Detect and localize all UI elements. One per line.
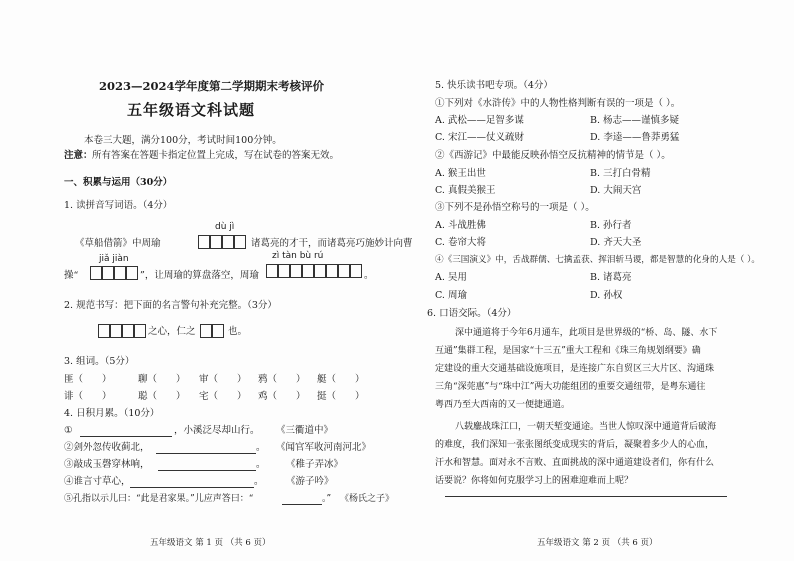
q6-passage-line: 的难度，我们深知一张张图纸变成现实的背后，凝聚着多少人的心血， [435, 440, 715, 450]
q1-line2-b: ”，让周瑜的算盘落空，周瑜 [140, 270, 259, 281]
q6-passage-line: 汗水和智慧。面对永不言败、直面挑战的深中通道建设者们，你有什么 [435, 458, 715, 468]
q3-word-cell: 匪（ ） [64, 374, 112, 385]
q3-word-cell: 鸦（ ） [258, 374, 306, 385]
q3-heading: 3. 组词。（5分） [64, 356, 135, 367]
q2-text-b: 也。 [228, 326, 248, 337]
q4-item-1-source: 《三衢道中》 [276, 425, 334, 436]
q4-item-2-tail: 。 [256, 442, 266, 453]
q5-1-option[interactable]: C. 宋江——仗义疏财 [435, 132, 524, 143]
right-page [397, 0, 794, 561]
answer-box[interactable] [126, 266, 138, 280]
q4-item-5-tail: 。” [322, 494, 332, 504]
exam-header: 2023—2024学年度第二学期期末考核评价 [99, 79, 325, 93]
q5-4-option[interactable]: B. 诸葛亮 [590, 272, 632, 283]
answer-box[interactable] [122, 324, 134, 338]
note-label: 注意： [64, 150, 93, 161]
answer-line[interactable] [156, 453, 256, 454]
page-footer: 五年级语文 第 1 页 （共 6 页） [150, 538, 271, 548]
answer-line[interactable] [130, 487, 254, 488]
answer-box[interactable] [222, 235, 234, 249]
q6-passage-line: 互通”集群工程，是国家“十三五”重大工程和《珠三角规划纲要》确 [435, 346, 701, 356]
q1-pinyin-1: dù jì [215, 222, 235, 232]
q3-word-cell: 艇（ ） [317, 374, 365, 385]
answer-box[interactable] [266, 264, 278, 278]
q5-2-option[interactable]: B. 三打白骨精 [590, 168, 651, 179]
note-score: 本卷三大题，满分100分，考试时间100分钟。 [84, 135, 282, 146]
q1-line2-a: 操“ [64, 270, 79, 281]
q1-pinyin-3: zì tàn bù rú [272, 251, 324, 261]
q5-2-option[interactable]: C. 真假美猴王 [435, 185, 496, 196]
answer-line[interactable] [282, 504, 322, 505]
q4-item-1-lead: ① [64, 425, 73, 436]
q4-item-4-source: 《游子吟》 [286, 476, 334, 487]
answer-box[interactable] [338, 264, 350, 278]
q5-1-option[interactable]: D. 李逵——鲁莽勇猛 [590, 132, 680, 143]
q4-item-2-lead: ②剑外忽传收蓟北， [64, 442, 150, 453]
q5-4-stem: ④《三国演义》中，舌战群儒、七擒孟获、挥泪斩马谡，都是智慧的化身的人是（ ）。 [435, 255, 760, 265]
answer-box[interactable] [290, 264, 302, 278]
q4-heading: 4. 日积月累。（10分） [64, 408, 160, 419]
q3-word-cell: 挺（ ） [317, 391, 365, 402]
answer-box[interactable] [90, 266, 102, 280]
q4-item-5-source: 《杨氏之子》 [340, 494, 395, 504]
note-answer: 所有答案在答题卡指定位置上完成，写在试卷的答案无效。 [92, 150, 340, 161]
q4-item-4-tail: 。 [254, 476, 264, 487]
q3-word-cell: 鸡（ ） [258, 391, 306, 402]
q5-4-option[interactable]: A. 吴用 [435, 272, 467, 283]
q6-heading: 6. 口语交际。（4分） [427, 308, 517, 319]
q5-3-option[interactable]: B. 孙行者 [590, 220, 632, 231]
q3-word-cell: 聊（ ） [138, 374, 186, 385]
answer-box[interactable] [314, 264, 326, 278]
answer-box[interactable] [110, 324, 122, 338]
q5-3-option[interactable]: A. 斗战胜佛 [435, 220, 486, 231]
q5-1-option[interactable]: A. 武松——足智多谋 [435, 115, 524, 126]
q5-1-stem: ①下列对《水浒传》中的人物性格判断有误的一项是（ ）。 [435, 98, 681, 109]
q1-line1-a: 《草船借箭》中周瑜 [75, 238, 161, 249]
q6-passage-line: 话要说？你将如何克服学习上的困难迎难而上呢？ [435, 476, 634, 486]
answer-box[interactable] [326, 264, 338, 278]
q5-1-option[interactable]: B. 杨志——谨慎多疑 [590, 115, 680, 126]
q3-word-cell: 诽（ ） [64, 391, 112, 402]
answer-box[interactable] [134, 324, 146, 338]
answer-box[interactable] [234, 235, 246, 249]
q3-word-cell: 聪（ ） [138, 391, 186, 402]
q4-item-3-tail: 。 [256, 459, 266, 470]
q3-word-cell: 宅（ ） [199, 391, 247, 402]
answer-box[interactable] [210, 235, 222, 249]
q1-heading: 1. 读拼音写词语。（4分） [64, 200, 173, 211]
page-footer: 五年级语文 第 2 页 （共 6 页） [537, 538, 658, 548]
q5-3-option[interactable]: C. 卷帘大将 [435, 237, 486, 248]
q1-line1-b: 诸葛亮的才干，而诸葛亮巧施妙计向曹 [251, 238, 413, 249]
answer-box[interactable] [102, 266, 114, 280]
q5-heading: 5. 快乐读书吧专项。（4分） [435, 80, 553, 91]
section-1-heading: 一、积累与运用（30分） [64, 177, 173, 188]
answer-box[interactable] [198, 235, 210, 249]
answer-box[interactable] [350, 264, 362, 278]
q5-3-stem: ③下列不是孙悟空称号的一项是（ ）。 [435, 202, 595, 213]
q6-passage-line: 三角“深莞惠”与“珠中江”两大功能组团的重要交通纽带，是粤东通往 [435, 382, 706, 392]
answer-line[interactable] [158, 470, 256, 471]
answer-line[interactable] [445, 496, 727, 497]
q4-item-5-lead: ⑤孔指以示儿曰：“此是君家果。”儿应声答曰：“ [64, 494, 254, 504]
q6-passage-line: 深中通道将于今年6月通车，此项目是世界级的“桥、岛、隧、水下 [455, 328, 718, 338]
q2-text-a: 之心，仁之 [148, 326, 196, 337]
q4-item-4-lead: ④谁言寸草心， [64, 476, 131, 487]
q4-item-3-source: 《稚子弄冰》 [286, 459, 344, 470]
q6-passage-line: 粤西乃至大西南的又一便捷通道。 [435, 400, 571, 410]
q5-4-option[interactable]: D. 孙权 [590, 290, 623, 301]
q6-passage-line: 八载鏖战珠江口，一朝天堑变通途。当世人惊叹深中通道背后破海 [455, 422, 717, 432]
q5-2-option[interactable]: A. 猴王出世 [435, 168, 486, 179]
answer-box[interactable] [302, 264, 314, 278]
q6-passage-line: 定建设的重大交通基础设施项目，是连接广东自贸区三大片区、沟通珠 [435, 364, 715, 374]
q4-item-3-lead: ③敲成玉磬穿林响， [64, 459, 150, 470]
q5-4-option[interactable]: C. 周瑜 [435, 290, 467, 301]
exam-title: 五年级语文科试题 [127, 101, 256, 119]
q3-word-cell: 审（ ） [199, 374, 247, 385]
answer-box[interactable] [200, 324, 212, 338]
q2-heading: 2. 规范书写：把下面的名言警句补充完整。（3分） [64, 300, 277, 311]
answer-box[interactable] [98, 324, 110, 338]
q4-item-2-source: 《闻官军收河南河北》 [276, 442, 372, 453]
q1-pinyin-2: jiǎ jiàn [99, 254, 129, 264]
q5-2-option[interactable]: D. 大闹天宫 [590, 185, 642, 196]
answer-line[interactable] [80, 436, 172, 437]
q5-2-stem: ②《西游记》中最能反映孙悟空反抗精神的情节是（ ）。 [435, 150, 671, 161]
q1-line2-c: 。 [364, 270, 374, 281]
q5-3-option[interactable]: D. 齐天大圣 [590, 237, 642, 248]
q4-item-1-tail: ，小溪泛尽却山行。 [174, 425, 260, 436]
answer-box[interactable] [114, 266, 126, 280]
answer-box[interactable] [212, 324, 224, 338]
answer-box[interactable] [278, 264, 290, 278]
